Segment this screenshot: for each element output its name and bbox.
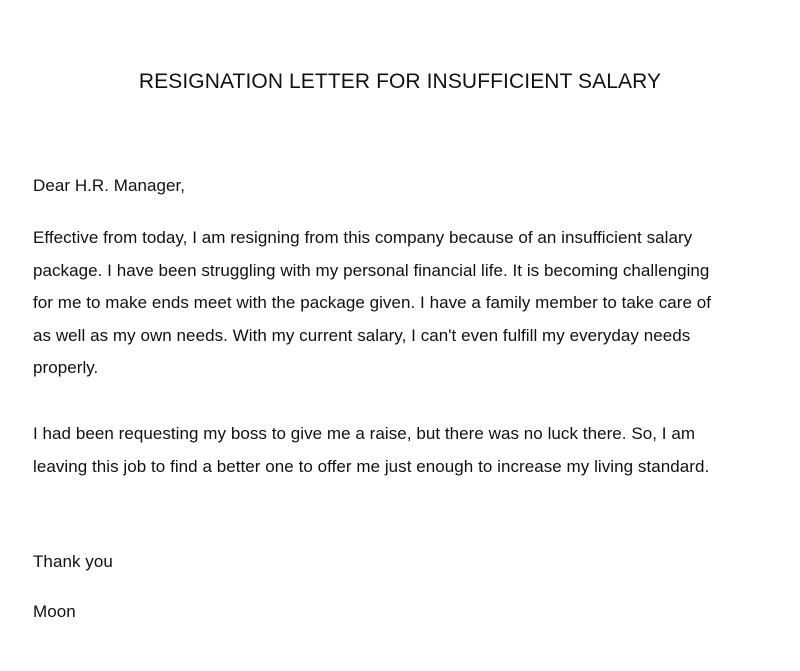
salutation: Dear H.R. Manager, (33, 176, 186, 195)
paragraph-2-line: leaving this job to find a better one to offer me just enough to increase my living standard. (33, 456, 710, 476)
paragraph-1-line: package. I have been struggling with my personal financial life. It is becoming challenging (33, 260, 710, 280)
closing: Thank you (33, 552, 113, 571)
signature: Moon (33, 602, 76, 621)
paragraph-1 (33, 222, 793, 385)
paragraph-1-line: properly. (33, 358, 99, 377)
letter-title: RESIGNATION LETTER FOR INSUFFICIENT SALARY (138, 70, 662, 93)
paragraph-2-line: I had been requesting my boss to give me a raise, but there was no luck there. So, I am (33, 424, 696, 443)
paragraph-1-line: Effective from today, I am resigning from this company because of an insufficient salary (33, 228, 693, 247)
paragraph-2 (33, 418, 793, 483)
paragraph-1-line: as well as my own needs. With my current salary, I can't even fulfill my everyday needs (33, 325, 691, 345)
paragraph-1-line: for me to make ends meet with the package given. I have a family member to take care of (33, 293, 712, 312)
